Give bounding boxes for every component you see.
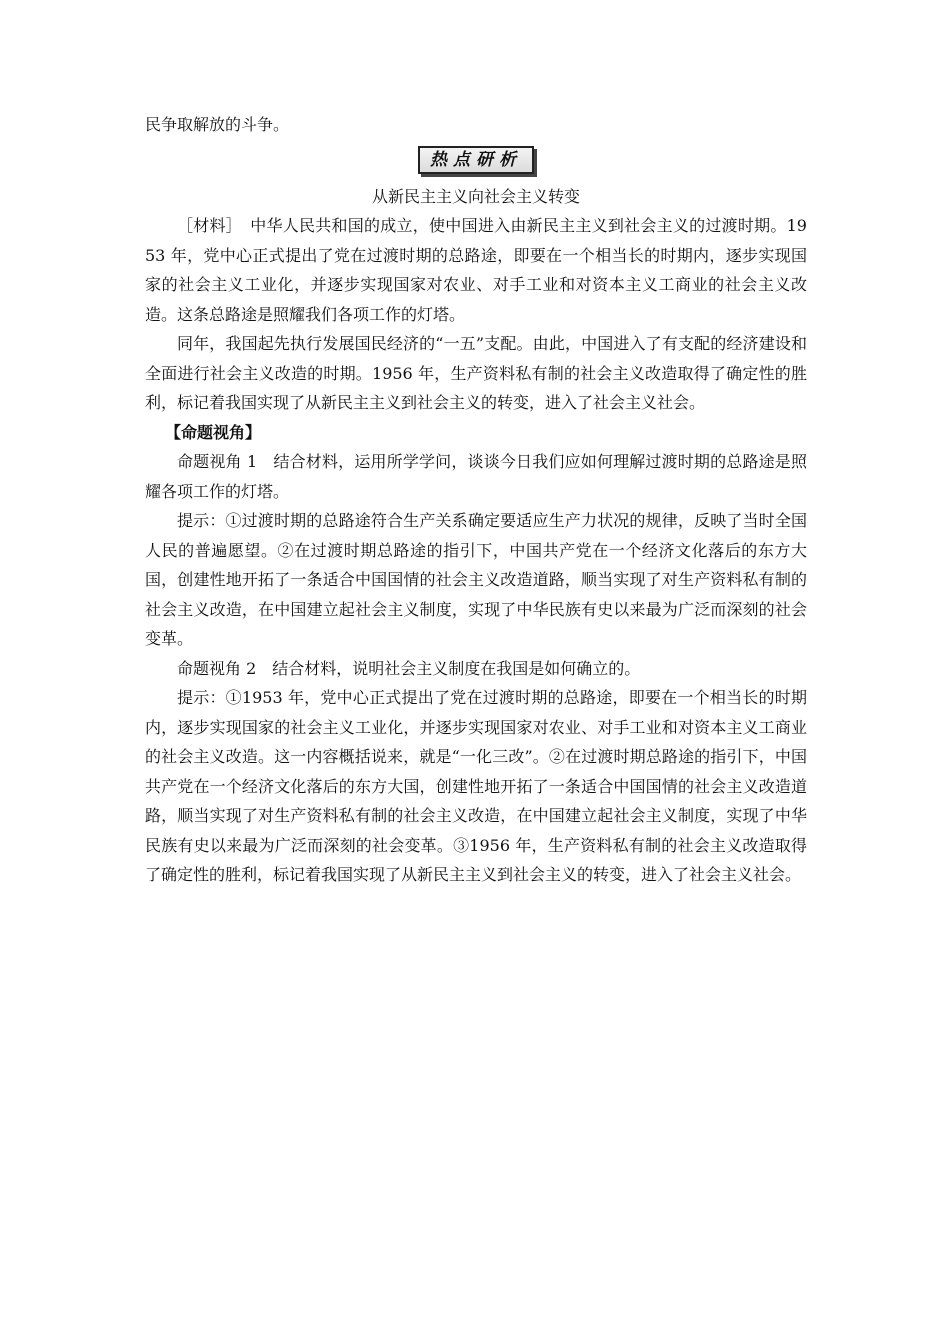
lead-line: 民争取解放的斗争。: [145, 115, 290, 134]
section-banner-wrap: [145, 146, 807, 176]
material-paragraph-1: [145, 211, 807, 329]
hint-1: 提示：①过渡时期的总路途符合生产关系确定要适应生产力状况的规律，反映了当时全国人民的普遍愿望。②在过渡时期总路途的指引下，中国共产党在一个经济文化落后的东方大国，创建性地开拓了一条适合中国国情的社会主义改造道路，顺当实现了对生产资料私有制的社会主义改造，在中国建立起社会主义制度，实现了中华民族有史以来最为广泛而深刻的社会变革。: [145, 511, 807, 648]
material-text-1: 中华人民共和国的成立，使中国进入由新民主主义到社会主义的过渡时期。1953 年，党中心正式提出了党在过渡时期的总路途，即要在一个相当长的时期内，逐步实现国家的社会主义工业化，并逐步实现国家对农业、对手工业和对资本主义工商业的社会主义改造。这条总路途是照耀我们各项工作的灯塔。: [145, 216, 807, 324]
document-body: [145, 110, 807, 890]
question-2: [145, 654, 807, 684]
question-2-text: 结合材料，说明社会主义制度在我国是如何确立的。: [272, 658, 641, 678]
question-1: [145, 447, 807, 506]
hint-2: 提示：①1953 年，党中心正式提出了党在过渡时期的总路途，即要在一个相当长的时期内，逐步实现国家的社会主义工业化，并逐步实现国家对农业、对手工业和对资本主义工商业的社会主义改造。这一内容概括说来，就是“一化三改”。②在过渡时期总路途的指引下，中国共产党在一个经济文化落后的东方大国，创建性地开拓了一条适合中国国情的社会主义改造道路，顺当实现了对生产资料私有制的社会主义改造，在中国建立起社会主义制度，实现了中华民族有史以来最为广泛而深刻的社会变革。③1956 年，生产资料私有制的社会主义改造取得了确定性的胜利，标记着我国实现了从新民主主义到社会主义的转变，进入了社会主义社会。: [145, 688, 807, 884]
question-2-label: 命题视角 2: [177, 658, 257, 678]
section-banner: 热点研析: [418, 146, 534, 174]
perspective-heading: 【命题视角】: [165, 422, 262, 442]
section-title: 从新民主主义向社会主义转变: [371, 186, 580, 206]
material-paragraph-2: 同年，我国起先执行发展国民经济的“一五”支配。由此，中国进入了有支配的经济建设和全面进行社会主义改造的时期。1956 年，生产资料私有制的社会主义改造取得了确定性的胜利，标记着我国实现了从新民主主义到社会主义的转变，进入了社会主义社会。: [145, 334, 807, 412]
question-1-label: 命题视角 1: [177, 452, 258, 471]
question-1-text: 结合材料，运用所学学问，谈谈今日我们应如何理解过渡时期的总路途是照耀各项工作的灯塔。: [145, 452, 807, 501]
material-label: ［材料］: [177, 216, 235, 235]
